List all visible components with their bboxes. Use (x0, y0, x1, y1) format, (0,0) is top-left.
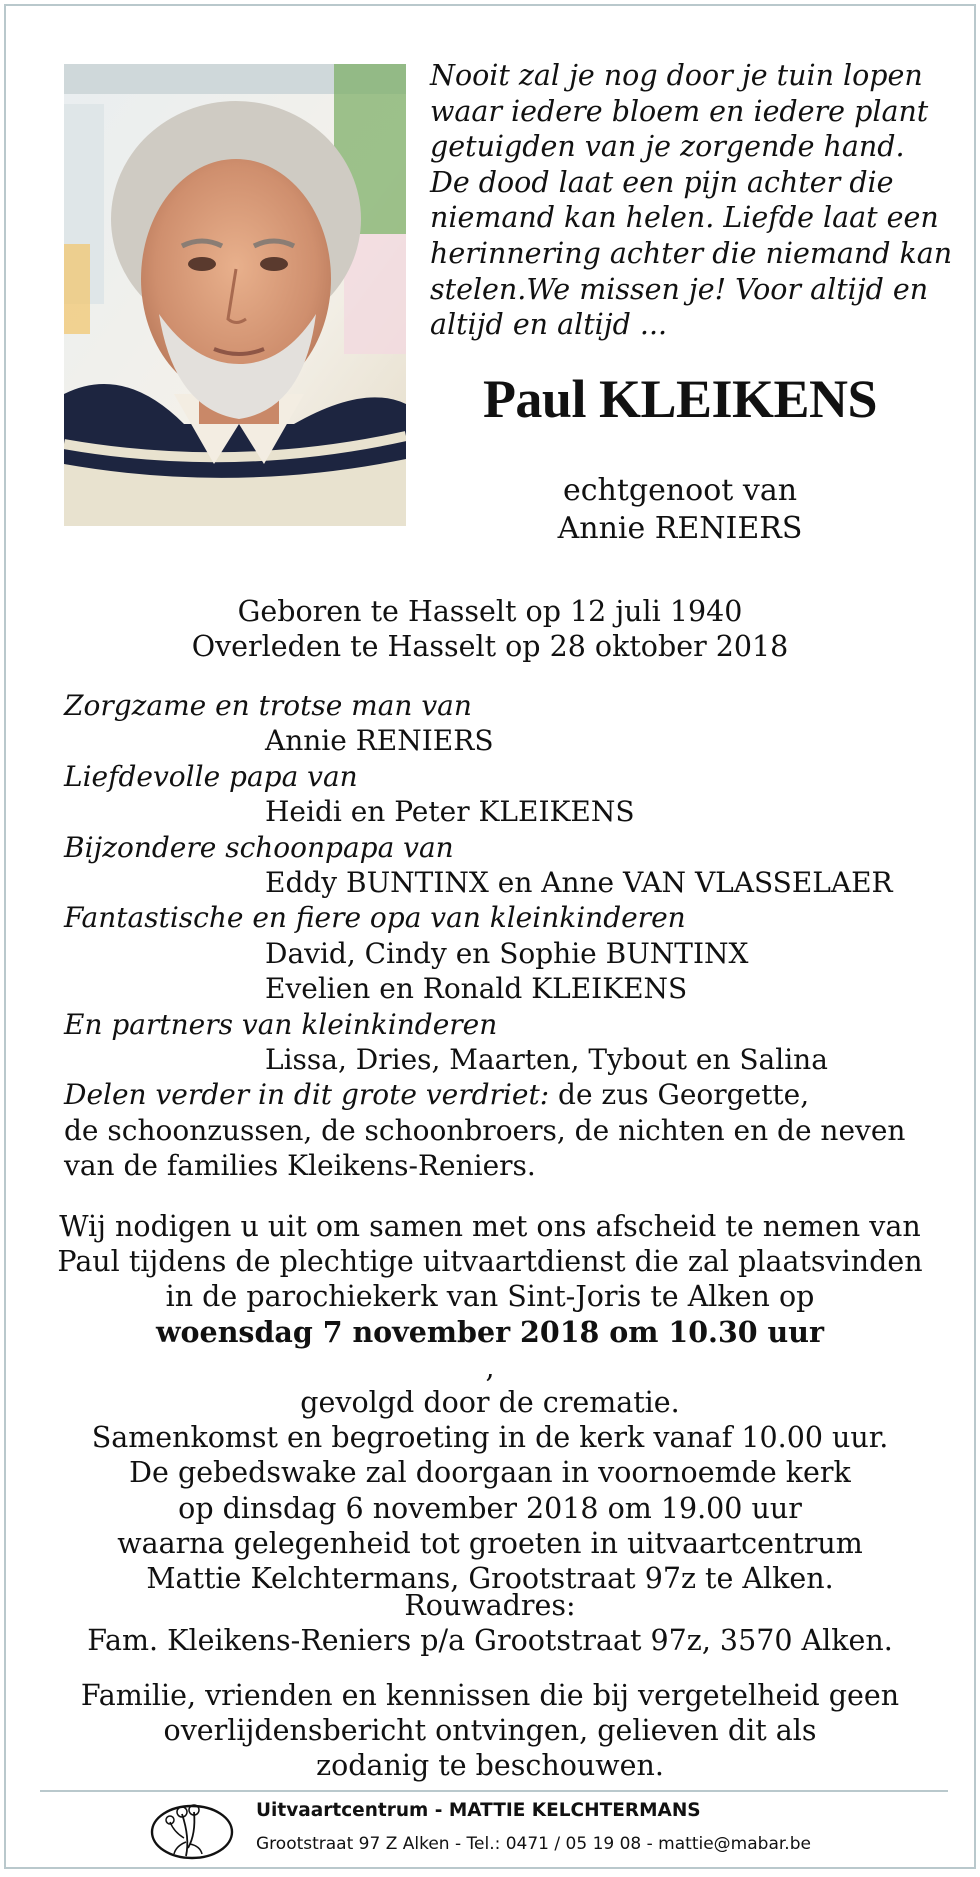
footer-divider (40, 1790, 948, 1792)
missed-notice (6, 1678, 974, 1784)
sharing-intro: Delen verder in dit grote verdriet: (64, 1078, 550, 1112)
funeral-date: woensdag 7 november 2018 om 10.30 uur (156, 1314, 824, 1349)
relation-names: Evelien en Ronald KLEIKENS (265, 972, 688, 1006)
relation-names: David, Cindy en Sophie BUNTINX (265, 936, 749, 970)
relation-label: En partners van kleinkinderen (64, 1007, 498, 1041)
relation-names: Eddy BUNTINX en Anne VAN VLASSELAER (265, 866, 893, 900)
relation-label: Zorgzame en trotse man van (64, 689, 472, 722)
notice-line: zodanig te beschouwen. (316, 1749, 664, 1783)
funeral-home-name: Uitvaartcentrum - MATTIE KELCHTERMANS (256, 1800, 701, 1821)
invitation-line: Paul tijdens de plechtige uitvaartdienst die zal plaatsvinden (57, 1245, 923, 1279)
invitation-line: Wij nodigen u uit om samen met ons afscheid te nemen van (59, 1210, 921, 1243)
poem-line: herinnering achter die niemand kan (430, 236, 953, 270)
poem-line: Nooit zal je nog door je tuin lopen (430, 59, 923, 92)
funeral-invitation (6, 1209, 974, 1596)
address-label: Rouwadres: (404, 1589, 576, 1622)
spouse-name: Annie RENIERS (557, 511, 803, 546)
death-line: Overleden te Hasselt op 28 oktober 2018 (191, 630, 789, 663)
sharing-text: de zus Georgette, (549, 1078, 810, 1112)
relation-label: Fantastische en fiere opa van kleinkinderen (64, 901, 686, 935)
notice-line: overlijdensbericht ontvingen, gelieven dit als (163, 1714, 817, 1748)
mourning-address (6, 1588, 974, 1658)
invitation-line: in de parochiekerk van Sint-Joris te Alken op (165, 1280, 815, 1314)
poem-line: niemand kan helen. Liefde laat een (430, 201, 939, 235)
sharing-line: de schoonzussen, de schoonbroers, de nichten en de neven (64, 1113, 906, 1147)
spouse-label: echtgenoot van (562, 473, 798, 508)
relation-names: Annie RENIERS (265, 724, 494, 758)
sharing-line: van de families Kleikens-Reniers. (64, 1149, 536, 1183)
relation-label: Liefdevolle papa van (64, 759, 358, 793)
poem-line: stelen.We missen je! Voor altijd en (430, 272, 929, 306)
notice-line: Familie, vrienden en kennissen die bij vergetelheid geen (80, 1679, 900, 1712)
poem-line: waar iedere bloem en iedere plant (430, 94, 929, 128)
obituary-card (4, 4, 976, 1869)
relation-names: Lissa, Dries, Maarten, Tybout en Salina (265, 1043, 828, 1077)
relation-label: Bijzondere schoonpapa van (64, 830, 454, 864)
birth-line: Geboren te Hasselt op 12 juli 1940 (237, 595, 743, 628)
portrait-photo (64, 64, 406, 526)
invitation-line: Mattie Kelchtermans, Grootstraat 97z te Alken. (146, 1562, 834, 1596)
invitation-date-line (6, 1315, 974, 1385)
deceased-name: Paul KLEIKENS (482, 369, 878, 429)
invitation-line: De gebedswake zal doorgaan in voornoemde kerk (129, 1456, 851, 1490)
poem-line: altijd en altijd ... (430, 308, 668, 342)
poem (430, 58, 953, 343)
invitation-line: Samenkomst en begroeting in de kerk vanaf 10.00 uur. (91, 1421, 889, 1455)
funeral-home-contact: Grootstraat 97 Z Alken - Tel.: 0471 / 05 19 08 - mattie@mabar.be (256, 1834, 811, 1854)
life-dates (6, 594, 974, 664)
invitation-line: waarna gelegenheid tot groeten in uitvaartcentrum (117, 1526, 863, 1560)
invitation-line: op dinsdag 6 november 2018 om 19.00 uur (178, 1491, 802, 1525)
poem-line: De dood laat een pijn achter die (430, 165, 894, 199)
family-list (64, 688, 944, 1184)
spouse-block (426, 472, 934, 548)
relation-names: Heidi en Peter KLEIKENS (265, 795, 635, 829)
address-line: Fam. Kleikens-Reniers p/a Grootstraat 97z, 3570 Alken. (87, 1624, 893, 1658)
funeral-home-footer (146, 1796, 846, 1866)
invitation-line: gevolgd door de crematie. (300, 1386, 680, 1420)
sharing-line (64, 1077, 944, 1112)
funeral-date-suffix: , (485, 1350, 495, 1384)
poem-line: getuigden van je zorgende hand. (430, 130, 905, 164)
flower-logo-icon (146, 1798, 238, 1862)
